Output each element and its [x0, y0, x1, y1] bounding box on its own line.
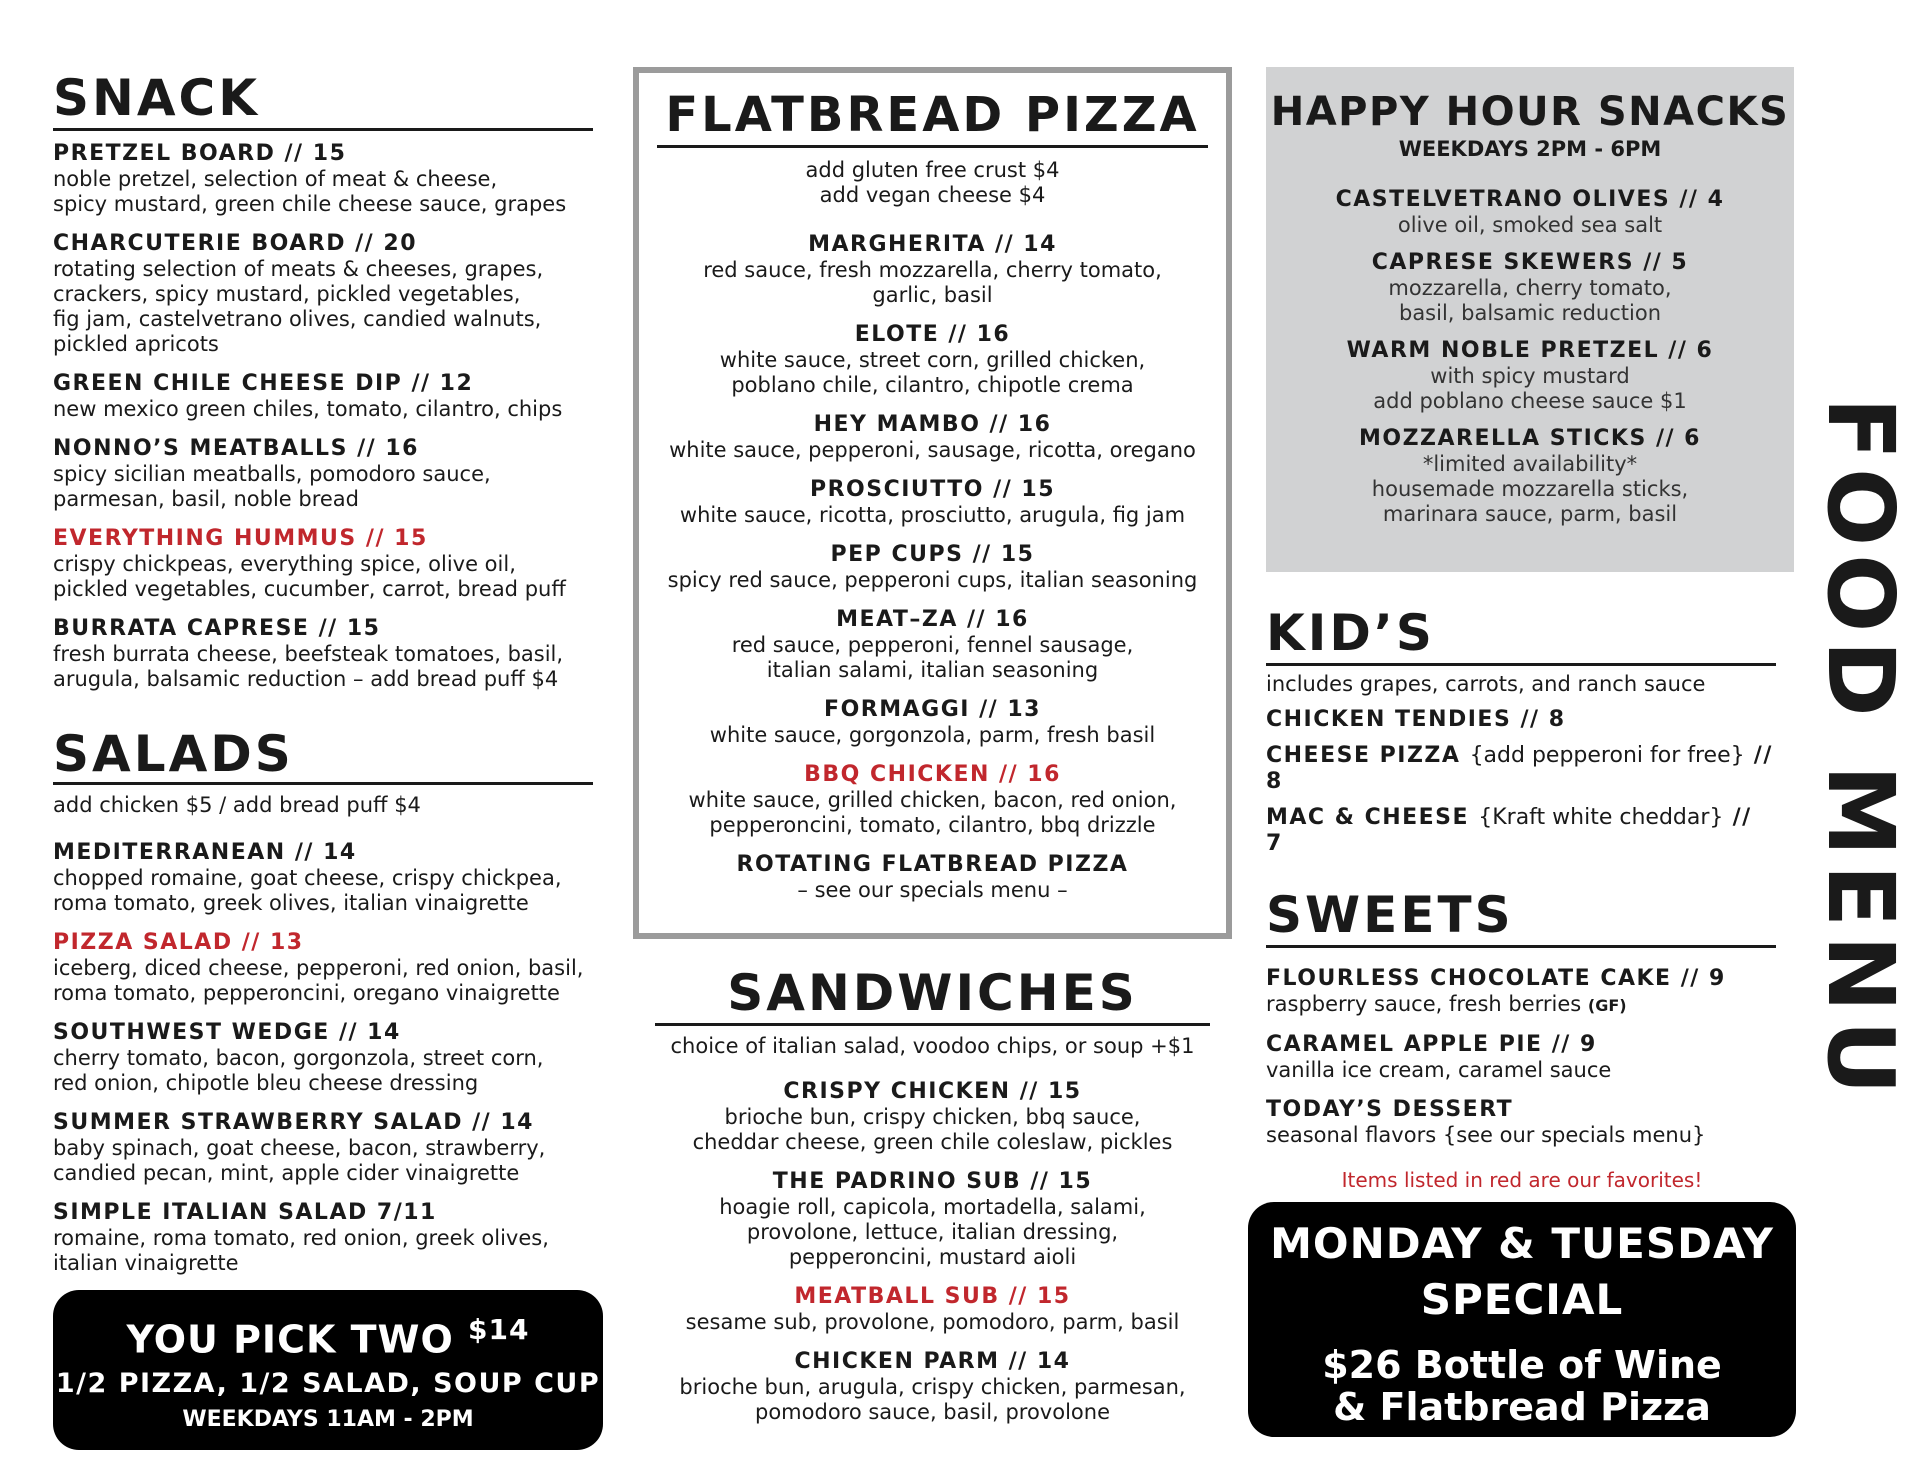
favorites-note: Items listed in red are our favorites! [1341, 1168, 1703, 1192]
menu-item-name: MEATBALL SUB // 15 [794, 1284, 1071, 1309]
pick-two-box [53, 1290, 603, 1450]
menu-item-description: – see our specials menu – [797, 878, 1068, 902]
menu-item-name: ELOTE // 16 [854, 322, 1011, 347]
menu-item [639, 697, 1226, 748]
menu-item-description: red sauce, fresh mozzarella, cherry tomato, [703, 258, 1162, 282]
pick-two-heading [53, 1308, 603, 1362]
kids-item-name: CHICKEN TENDIES // 8 [1266, 707, 1566, 732]
menu-item [1266, 426, 1794, 527]
pick-two-days: WEEKDAYS 11AM - 2PM [182, 1406, 474, 1432]
menu-item-name: CASTELVETRANO OLIVES // 4 [1335, 187, 1725, 212]
sweets-item-name: CARAMEL APPLE PIE // 9 [1266, 1032, 1597, 1057]
menu-item [53, 840, 593, 916]
menu-item [639, 232, 1226, 308]
menu-item-description: italian vinaigrette [53, 1251, 239, 1275]
menu-item-description: hoagie roll, capicola, mortadella, salami, [719, 1195, 1146, 1219]
menu-item-description: with spicy mustard [1430, 364, 1630, 388]
menu-item-description: garlic, basil [872, 283, 993, 307]
menu-item [655, 1284, 1210, 1335]
menu-item [53, 1200, 593, 1276]
happy-hour-list [1266, 187, 1794, 527]
menu-item-name: MOZZARELLA STICKS // 6 [1359, 426, 1701, 451]
flatbread-note: add gluten free crust $4 [805, 158, 1060, 182]
monday-special-box [1248, 1202, 1796, 1437]
menu-item-name: EVERYTHING HUMMUS // 15 [53, 526, 428, 551]
sweets-item-tag: (GF) [1587, 996, 1627, 1015]
kids-item [1266, 805, 1776, 857]
sweets-item [1266, 1032, 1776, 1083]
menu-item-description: crispy chickpeas, everything spice, olive oil, [53, 552, 516, 576]
menu-item-description: rotating selection of meats & cheeses, grapes, [53, 257, 544, 281]
side-title-text: FOOD MENU [1807, 397, 1914, 1103]
menu-item-name: PRETZEL BOARD // 15 [53, 141, 347, 166]
menu-item [639, 412, 1226, 463]
menu-item-description: baby spinach, goat cheese, bacon, strawberry, [53, 1136, 546, 1160]
sweets-header [1266, 887, 1776, 948]
happy-hour-days: WEEKDAYS 2PM - 6PM [1398, 137, 1662, 161]
menu-item [53, 231, 593, 357]
menu-item-description: white sauce, street corn, grilled chicken, [719, 348, 1146, 372]
salads-note: add chicken $5 / add bread puff $4 [53, 793, 421, 817]
menu-item [639, 322, 1226, 398]
snack-header [53, 70, 593, 131]
menu-item-description: white sauce, ricotta, prosciutto, arugula, fig jam [679, 503, 1186, 527]
happy-hour-box [1266, 67, 1794, 572]
menu-item-description: cheddar cheese, green chile coleslaw, pickles [692, 1130, 1173, 1154]
menu-item-name: BBQ CHICKEN // 16 [804, 762, 1061, 787]
menu-item-description: marinara sauce, parm, basil [1382, 502, 1678, 526]
kids-item [1266, 743, 1776, 795]
menu-item-description: provolone, lettuce, italian dressing, [746, 1220, 1119, 1244]
menu-item-name: MEDITERRANEAN // 14 [53, 840, 357, 865]
menu-item [655, 1349, 1210, 1425]
menu-item-description: pomodoro sauce, basil, provolone [755, 1400, 1110, 1424]
menu-item-name: GREEN CHILE CHEESE DIP // 12 [53, 371, 474, 396]
menu-item-description: pickled apricots [53, 332, 219, 356]
menu-item [53, 141, 593, 217]
sweets-title: SWEETS [1266, 886, 1514, 944]
menu-item-name: HEY MAMBO // 16 [813, 412, 1052, 437]
sweets-item-description [1266, 1123, 1776, 1148]
menu-item-name: CRISPY CHICKEN // 15 [783, 1079, 1082, 1104]
sweets-item-name: TODAY’S DESSERT [1266, 1097, 1514, 1122]
menu-item [639, 477, 1226, 528]
menu-item-name: SIMPLE ITALIAN SALAD 7/11 [53, 1200, 437, 1225]
sandwiches-list [655, 1079, 1210, 1425]
kids-item-name: CHEESE PIZZA [1266, 743, 1461, 768]
kids-item-name: MAC & CHEESE [1266, 805, 1470, 830]
salad-list [53, 840, 593, 1276]
sweets-item-name: FLOURLESS CHOCOLATE CAKE // 9 [1266, 966, 1726, 991]
menu-item-description: chopped romaine, goat cheese, crispy chickpea, [53, 866, 562, 890]
menu-item-description: sesame sub, provolone, pomodoro, parm, basil [685, 1310, 1180, 1334]
sweets-list [1266, 966, 1776, 1148]
sweets-item [1266, 966, 1776, 1018]
menu-item-description: iceberg, diced cheese, pepperoni, red onion, basil, [53, 956, 584, 980]
menu-item-description: pepperoncini, mustard aioli [788, 1245, 1077, 1269]
menu-item-description: arugula, balsamic reduction – add bread puff $4 [53, 667, 559, 691]
menu-item-description: red sauce, pepperoni, fennel sausage, [731, 633, 1134, 657]
kids-item-price: // 8 [1266, 743, 1773, 794]
menu-item [53, 436, 593, 512]
left-column [53, 70, 593, 1290]
menu-item-description: spicy red sauce, pepperoni cups, italian seasoning [667, 568, 1198, 592]
menu-item-description: fresh burrata cheese, beefsteak tomatoes, basil, [53, 642, 564, 666]
flatbread-notes [639, 158, 1226, 208]
menu-item-description: italian salami, italian seasoning [766, 658, 1099, 682]
menu-item-description: parmesan, basil, noble bread [53, 487, 360, 511]
menu-item-description: white sauce, gorgonzola, parm, fresh basil [709, 723, 1156, 747]
sandwiches-header [655, 965, 1210, 1026]
menu-item-description: candied pecan, mint, apple cider vinaigrette [53, 1161, 520, 1185]
menu-item-name: MARGHERITA // 14 [808, 232, 1057, 257]
menu-item-description: romaine, roma tomato, red onion, greek olives, [53, 1226, 549, 1250]
menu-item [655, 1079, 1210, 1155]
menu-item [1266, 338, 1794, 414]
kids-header [1266, 605, 1776, 666]
menu-item [639, 607, 1226, 683]
menu-item-description: brioche bun, crispy chicken, bbq sauce, [724, 1105, 1141, 1129]
menu-item-name: PEP CUPS // 15 [830, 542, 1035, 567]
menu-item-description: basil, balsamic reduction [1398, 301, 1662, 325]
menu-item-description: spicy sicilian meatballs, pomodoro sauce, [53, 462, 491, 486]
menu-item-name: FORMAGGI // 13 [824, 697, 1041, 722]
menu-item-description: pickled vegetables, cucumber, carrot, bread puff [53, 577, 566, 601]
menu-item [53, 371, 593, 422]
sweets-item-description [1266, 1058, 1776, 1083]
sweets-item-desc-text: seasonal flavors {see our specials menu} [1266, 1123, 1706, 1147]
pick-two-line: 1/2 PIZZA, 1/2 SALAD, SOUP CUP [55, 1367, 601, 1399]
monday-title-1: MONDAY & TUESDAY [1270, 1219, 1774, 1268]
sweets-item-description [1266, 992, 1776, 1018]
flatbread-box [633, 67, 1232, 939]
menu-item-description: noble pretzel, selection of meat & cheese, [53, 167, 498, 191]
menu-item-description: cherry tomato, bacon, gorgonzola, street corn, [53, 1046, 544, 1070]
menu-item [53, 526, 593, 602]
sweets-item [1266, 1097, 1776, 1148]
menu-item-description: white sauce, pepperoni, sausage, ricotta, oregano [669, 438, 1196, 462]
menu-item-description: white sauce, grilled chicken, bacon, red onion, [688, 788, 1177, 812]
kids-item-extra: {add pepperoni for free} [1469, 743, 1745, 768]
menu-item-name: BURRATA CAPRESE // 15 [53, 616, 381, 641]
menu-item-name: SOUTHWEST WEDGE // 14 [53, 1020, 401, 1045]
kids-item-extra: {Kraft white cheddar} [1478, 805, 1724, 830]
menu-item-name: PIZZA SALAD // 13 [53, 930, 304, 955]
menu-item [53, 1020, 593, 1096]
menu-item-name: WARM NOBLE PRETZEL // 6 [1346, 338, 1714, 363]
pick-two-price: $14 [468, 1313, 530, 1346]
flatbread-note: add vegan cheese $4 [819, 183, 1046, 207]
flatbread-list [639, 232, 1226, 903]
menu-item [655, 1169, 1210, 1270]
sandwiches-section [655, 965, 1210, 1439]
menu-item-name: PROSCIUTTO // 15 [809, 477, 1056, 502]
monday-line-2: & Flatbread Pizza [1333, 1385, 1711, 1429]
menu-item-description: crackers, spicy mustard, pickled vegetables, [53, 282, 521, 306]
menu-item-description: pepperoncini, tomato, cilantro, bbq drizzle [709, 813, 1156, 837]
sweets-item-desc-text: vanilla ice cream, caramel sauce [1266, 1058, 1612, 1082]
kids-item-price: // 7 [1266, 805, 1752, 856]
menu-item-description: poblano chile, cilantro, chipotle crema [731, 373, 1134, 397]
monday-line-1: $26 Bottle of Wine [1322, 1343, 1722, 1387]
menu-item-description: red onion, chipotle bleu cheese dressing [53, 1071, 479, 1095]
menu-item-name: MEAT–ZA // 16 [836, 607, 1029, 632]
menu-item-description: fig jam, castelvetrano olives, candied walnuts, [53, 307, 542, 331]
snack-list [53, 141, 593, 692]
menu-item-name: CHARCUTERIE BOARD // 20 [53, 231, 417, 256]
menu-item [53, 930, 593, 1006]
menu-item [53, 616, 593, 692]
salads-header [53, 726, 593, 785]
menu-item [53, 1110, 593, 1186]
happy-hour-title: HAPPY HOUR SNACKS [1270, 89, 1790, 135]
menu-item-description: housemade mozzarella sticks, [1371, 477, 1689, 501]
sandwiches-title: SANDWICHES [727, 964, 1138, 1022]
flatbread-title: FLATBREAD PIZZA [665, 87, 1200, 143]
menu-item [1266, 187, 1794, 238]
menu-item [639, 762, 1226, 838]
salads-title: SALADS [53, 725, 294, 783]
menu-item [1266, 250, 1794, 326]
kids-title: KID’S [1266, 604, 1435, 662]
menu-item-name: THE PADRINO SUB // 15 [772, 1169, 1093, 1194]
side-title [1807, 390, 1914, 1110]
menu-item-description: roma tomato, pepperoncini, oregano vinaigrette [53, 981, 560, 1005]
menu-item-description: *limited availability* [1422, 452, 1638, 476]
monday-title-2: SPECIAL [1420, 1275, 1624, 1324]
menu-item-description: spicy mustard, green chile cheese sauce, grapes [53, 192, 567, 216]
menu-item-name: SUMMER STRAWBERRY SALAD // 14 [53, 1110, 534, 1135]
kids-list [1266, 707, 1776, 857]
menu-item-name: CHICKEN PARM // 14 [794, 1349, 1071, 1374]
menu-item [639, 542, 1226, 593]
menu-item-description: new mexico green chiles, tomato, cilantro, chips [53, 397, 563, 421]
pick-two-title: YOU PICK TWO [126, 1317, 454, 1362]
menu-item-description: add poblano cheese sauce $1 [1373, 389, 1687, 413]
menu-item-name: NONNO’S MEATBALLS // 16 [53, 436, 419, 461]
menu-item [639, 852, 1226, 903]
snack-title: SNACK [53, 69, 260, 127]
menu-item-description: brioche bun, arugula, crispy chicken, parmesan, [679, 1375, 1186, 1399]
kids-note: includes grapes, carrots, and ranch sauce [1266, 672, 1706, 696]
menu-item-description: olive oil, smoked sea salt [1397, 213, 1663, 237]
menu-item-name: ROTATING FLATBREAD PIZZA [736, 852, 1129, 877]
sandwiches-note: choice of italian salad, voodoo chips, or soup +$1 [670, 1034, 1195, 1058]
sweets-item-desc-text: raspberry sauce, fresh berries [1266, 992, 1582, 1016]
flatbread-header [657, 87, 1208, 148]
menu-item-description: mozzarella, cherry tomato, [1388, 276, 1672, 300]
menu-item-name: CAPRESE SKEWERS // 5 [1371, 250, 1689, 275]
kids-sweets-column [1266, 605, 1776, 1162]
menu-item-description: roma tomato, greek olives, italian vinaigrette [53, 891, 529, 915]
kids-item [1266, 707, 1776, 733]
